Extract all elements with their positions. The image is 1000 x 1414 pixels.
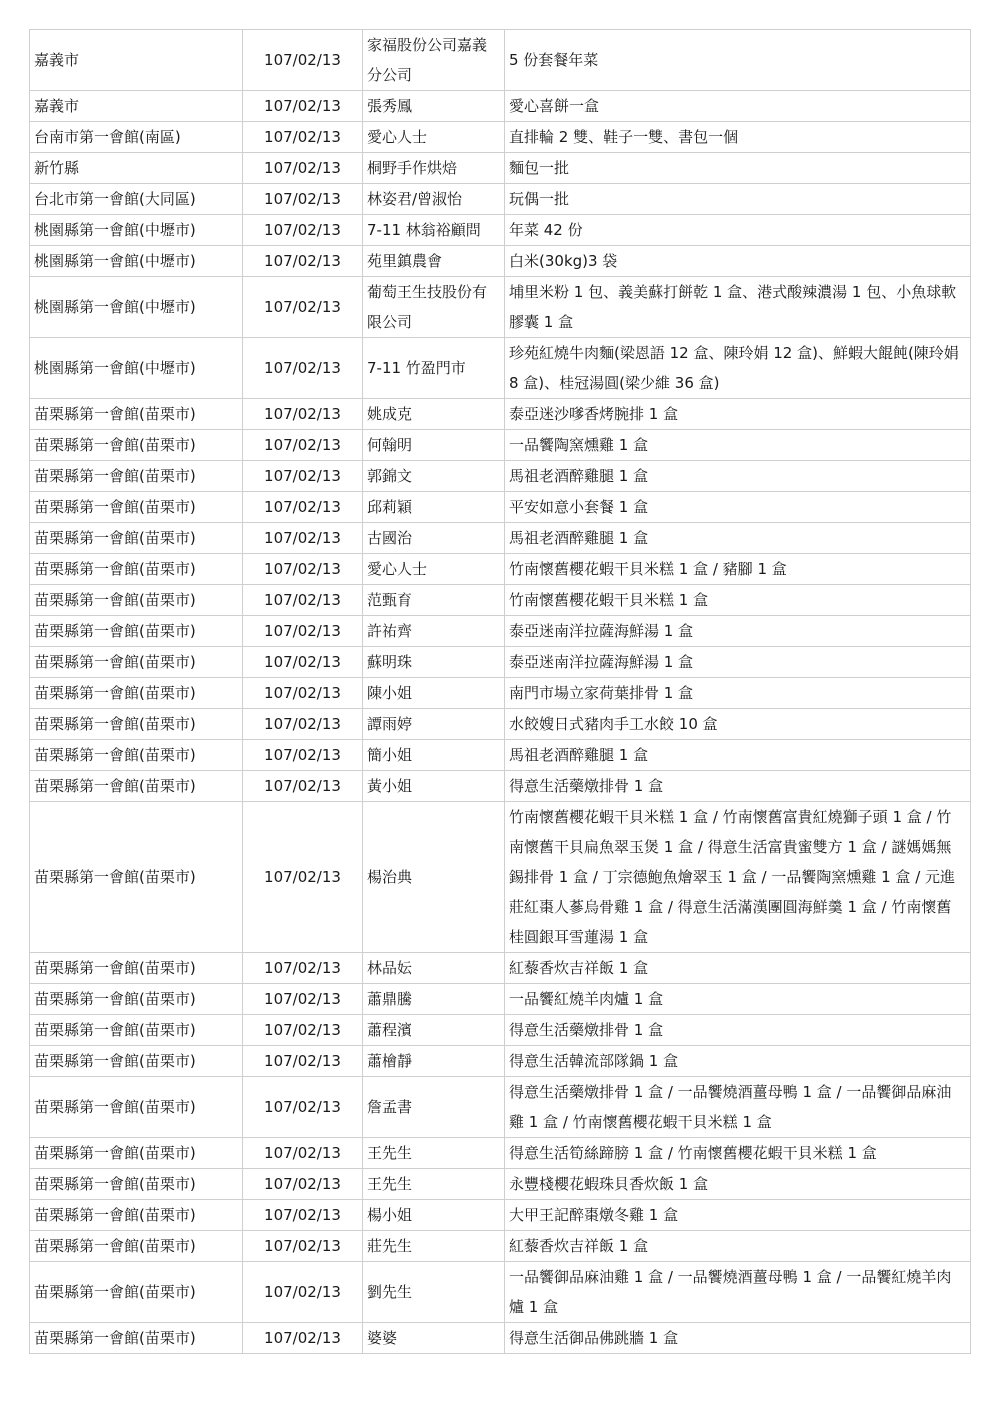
donor-cell: 家福股份公司嘉義分公司 bbox=[363, 30, 505, 91]
date-cell: 107/02/13 bbox=[243, 91, 363, 122]
location-cell: 桃園縣第一會館(中壢市) bbox=[30, 277, 243, 338]
location-cell: 新竹縣 bbox=[30, 153, 243, 184]
donation-table-body bbox=[30, 30, 971, 1354]
date-cell: 107/02/13 bbox=[243, 1015, 363, 1046]
date-cell: 107/02/13 bbox=[243, 1323, 363, 1354]
location-cell: 桃園縣第一會館(中壢市) bbox=[30, 246, 243, 277]
table-row bbox=[30, 1200, 971, 1231]
location-cell: 苗栗縣第一會館(苗栗市) bbox=[30, 430, 243, 461]
location-cell: 苗栗縣第一會館(苗栗市) bbox=[30, 953, 243, 984]
donor-cell: 郭錦文 bbox=[363, 461, 505, 492]
donor-cell: 楊小姐 bbox=[363, 1200, 505, 1231]
location-cell: 苗栗縣第一會館(苗栗市) bbox=[30, 984, 243, 1015]
date-cell: 107/02/13 bbox=[243, 1231, 363, 1262]
table-row bbox=[30, 91, 971, 122]
location-cell: 苗栗縣第一會館(苗栗市) bbox=[30, 523, 243, 554]
table-row bbox=[30, 30, 971, 91]
date-cell: 107/02/13 bbox=[243, 277, 363, 338]
items-cell: 得意生活韓流部隊鍋 1 盒 bbox=[505, 1046, 971, 1077]
date-cell: 107/02/13 bbox=[243, 616, 363, 647]
location-cell: 苗栗縣第一會館(苗栗市) bbox=[30, 1138, 243, 1169]
location-cell: 苗栗縣第一會館(苗栗市) bbox=[30, 616, 243, 647]
table-row bbox=[30, 616, 971, 647]
items-cell: 直排輪 2 雙、鞋子一雙、書包一個 bbox=[505, 122, 971, 153]
table-row bbox=[30, 647, 971, 678]
date-cell: 107/02/13 bbox=[243, 1138, 363, 1169]
table-row bbox=[30, 678, 971, 709]
items-cell: 大甲王記醉棗燉冬雞 1 盒 bbox=[505, 1200, 971, 1231]
date-cell: 107/02/13 bbox=[243, 984, 363, 1015]
donation-table bbox=[29, 29, 971, 1354]
location-cell: 苗栗縣第一會館(苗栗市) bbox=[30, 1231, 243, 1262]
donor-cell: 苑里鎮農會 bbox=[363, 246, 505, 277]
location-cell: 桃園縣第一會館(中壢市) bbox=[30, 215, 243, 246]
donor-cell: 桐野手作烘焙 bbox=[363, 153, 505, 184]
donor-cell: 葡萄王生技股份有限公司 bbox=[363, 277, 505, 338]
table-row bbox=[30, 399, 971, 430]
location-cell: 嘉義市 bbox=[30, 91, 243, 122]
date-cell: 107/02/13 bbox=[243, 1046, 363, 1077]
table-row bbox=[30, 1138, 971, 1169]
location-cell: 苗栗縣第一會館(苗栗市) bbox=[30, 585, 243, 616]
date-cell: 107/02/13 bbox=[243, 709, 363, 740]
date-cell: 107/02/13 bbox=[243, 953, 363, 984]
donor-cell: 7-11 竹盈門市 bbox=[363, 338, 505, 399]
date-cell: 107/02/13 bbox=[243, 585, 363, 616]
table-row bbox=[30, 1323, 971, 1354]
table-row bbox=[30, 492, 971, 523]
date-cell: 107/02/13 bbox=[243, 153, 363, 184]
donor-cell: 簡小姐 bbox=[363, 740, 505, 771]
items-cell: 水餃嫂日式豬肉手工水餃 10 盒 bbox=[505, 709, 971, 740]
items-cell: 泰亞迷沙嗲香烤腕排 1 盒 bbox=[505, 399, 971, 430]
location-cell: 苗栗縣第一會館(苗栗市) bbox=[30, 461, 243, 492]
date-cell: 107/02/13 bbox=[243, 461, 363, 492]
donor-cell: 婆婆 bbox=[363, 1323, 505, 1354]
items-cell: 得意生活藥燉排骨 1 盒 bbox=[505, 1015, 971, 1046]
table-row bbox=[30, 1015, 971, 1046]
items-cell: 5 份套餐年菜 bbox=[505, 30, 971, 91]
location-cell: 苗栗縣第一會館(苗栗市) bbox=[30, 647, 243, 678]
items-cell: 一品饗紅燒羊肉爐 1 盒 bbox=[505, 984, 971, 1015]
items-cell: 平安如意小套餐 1 盒 bbox=[505, 492, 971, 523]
items-cell: 紅藜香炊吉祥飯 1 盒 bbox=[505, 1231, 971, 1262]
date-cell: 107/02/13 bbox=[243, 678, 363, 709]
location-cell: 苗栗縣第一會館(苗栗市) bbox=[30, 709, 243, 740]
items-cell: 紅藜香炊吉祥飯 1 盒 bbox=[505, 953, 971, 984]
items-cell: 得意生活藥燉排骨 1 盒 bbox=[505, 771, 971, 802]
date-cell: 107/02/13 bbox=[243, 647, 363, 678]
date-cell: 107/02/13 bbox=[243, 246, 363, 277]
table-row bbox=[30, 953, 971, 984]
table-row bbox=[30, 802, 971, 953]
table-row bbox=[30, 585, 971, 616]
date-cell: 107/02/13 bbox=[243, 492, 363, 523]
table-row bbox=[30, 709, 971, 740]
donor-cell: 王先生 bbox=[363, 1138, 505, 1169]
table-row bbox=[30, 1169, 971, 1200]
table-row bbox=[30, 554, 971, 585]
date-cell: 107/02/13 bbox=[243, 215, 363, 246]
table-row bbox=[30, 1077, 971, 1138]
date-cell: 107/02/13 bbox=[243, 554, 363, 585]
items-cell: 南門市場立家荷葉排骨 1 盒 bbox=[505, 678, 971, 709]
items-cell: 年菜 42 份 bbox=[505, 215, 971, 246]
table-row bbox=[30, 523, 971, 554]
donor-cell: 蕭檜靜 bbox=[363, 1046, 505, 1077]
date-cell: 107/02/13 bbox=[243, 1077, 363, 1138]
donor-cell: 陳小姐 bbox=[363, 678, 505, 709]
donor-cell: 劉先生 bbox=[363, 1262, 505, 1323]
table-row bbox=[30, 122, 971, 153]
location-cell: 台南市第一會館(南區) bbox=[30, 122, 243, 153]
date-cell: 107/02/13 bbox=[243, 1262, 363, 1323]
location-cell: 台北市第一會館(大同區) bbox=[30, 184, 243, 215]
donor-cell: 林品妘 bbox=[363, 953, 505, 984]
location-cell: 苗栗縣第一會館(苗栗市) bbox=[30, 1046, 243, 1077]
location-cell: 苗栗縣第一會館(苗栗市) bbox=[30, 399, 243, 430]
date-cell: 107/02/13 bbox=[243, 1200, 363, 1231]
location-cell: 苗栗縣第一會館(苗栗市) bbox=[30, 1323, 243, 1354]
date-cell: 107/02/13 bbox=[243, 771, 363, 802]
location-cell: 嘉義市 bbox=[30, 30, 243, 91]
date-cell: 107/02/13 bbox=[243, 430, 363, 461]
donor-cell: 古國治 bbox=[363, 523, 505, 554]
table-row bbox=[30, 1046, 971, 1077]
items-cell: 麵包一批 bbox=[505, 153, 971, 184]
location-cell: 苗栗縣第一會館(苗栗市) bbox=[30, 802, 243, 953]
items-cell: 泰亞迷南洋拉薩海鮮湯 1 盒 bbox=[505, 616, 971, 647]
donor-cell: 蕭鼎騰 bbox=[363, 984, 505, 1015]
table-row bbox=[30, 338, 971, 399]
items-cell: 埔里米粉 1 包、義美蘇打餅乾 1 盒、港式酸辣濃湯 1 包、小魚球軟膠囊 1 盒 bbox=[505, 277, 971, 338]
donor-cell: 詹孟書 bbox=[363, 1077, 505, 1138]
items-cell: 竹南懷舊櫻花蝦干貝米糕 1 盒 / 竹南懷舊富貴紅燒獅子頭 1 盒 / 竹南懷舊干貝扁魚翠玉煲 1 盒 / 得意生活富貴蜜雙方 1 盒 / 謎媽媽無錫排骨 1 盒 / 丁宗德鮑魚燴翠玉 1 盒 / 一品饗陶窯燻雞 1 盒 / 元進莊紅棗人蔘烏骨雞 1 盒 / 得意生活滿漢團圓海鮮羹 1 盒 / 竹南懷舊桂圓銀耳雪蓮湯 1 盒 bbox=[505, 802, 971, 953]
items-cell: 珍苑紅燒牛肉麵(梁恩語 12 盒、陳玲娟 12 盒)、鮮蝦大餛飩(陳玲娟 8 盒)、桂冠湯圓(梁少維 36 盒) bbox=[505, 338, 971, 399]
donor-cell: 蕭程濱 bbox=[363, 1015, 505, 1046]
table-row bbox=[30, 277, 971, 338]
date-cell: 107/02/13 bbox=[243, 523, 363, 554]
donor-cell: 譚雨婷 bbox=[363, 709, 505, 740]
donor-cell: 蘇明珠 bbox=[363, 647, 505, 678]
location-cell: 苗栗縣第一會館(苗栗市) bbox=[30, 554, 243, 585]
items-cell: 玩偶一批 bbox=[505, 184, 971, 215]
date-cell: 107/02/13 bbox=[243, 399, 363, 430]
donor-cell: 黃小姐 bbox=[363, 771, 505, 802]
items-cell: 白米(30kg)3 袋 bbox=[505, 246, 971, 277]
location-cell: 桃園縣第一會館(中壢市) bbox=[30, 338, 243, 399]
items-cell: 馬祖老酒醉雞腿 1 盒 bbox=[505, 523, 971, 554]
items-cell: 一品饗御品麻油雞 1 盒 / 一品饗燒酒薑母鴨 1 盒 / 一品饗紅燒羊肉爐 1 盒 bbox=[505, 1262, 971, 1323]
table-row bbox=[30, 153, 971, 184]
items-cell: 竹南懷舊櫻花蝦干貝米糕 1 盒 bbox=[505, 585, 971, 616]
table-row bbox=[30, 461, 971, 492]
table-row bbox=[30, 430, 971, 461]
donor-cell: 王先生 bbox=[363, 1169, 505, 1200]
donor-cell: 愛心人士 bbox=[363, 122, 505, 153]
date-cell: 107/02/13 bbox=[243, 740, 363, 771]
donor-cell: 愛心人士 bbox=[363, 554, 505, 585]
date-cell: 107/02/13 bbox=[243, 184, 363, 215]
donor-cell: 邱莉穎 bbox=[363, 492, 505, 523]
location-cell: 苗栗縣第一會館(苗栗市) bbox=[30, 492, 243, 523]
items-cell: 得意生活藥燉排骨 1 盒 / 一品饗燒酒薑母鴨 1 盒 / 一品饗御品麻油雞 1 盒 / 竹南懷舊櫻花蝦干貝米糕 1 盒 bbox=[505, 1077, 971, 1138]
items-cell: 得意生活筍絲蹄膀 1 盒 / 竹南懷舊櫻花蝦干貝米糕 1 盒 bbox=[505, 1138, 971, 1169]
table-row bbox=[30, 740, 971, 771]
items-cell: 泰亞迷南洋拉薩海鮮湯 1 盒 bbox=[505, 647, 971, 678]
date-cell: 107/02/13 bbox=[243, 338, 363, 399]
items-cell: 竹南懷舊櫻花蝦干貝米糕 1 盒 / 豬腳 1 盒 bbox=[505, 554, 971, 585]
donor-cell: 許祐齊 bbox=[363, 616, 505, 647]
items-cell: 永豐棧櫻花蝦珠貝香炊飯 1 盒 bbox=[505, 1169, 971, 1200]
location-cell: 苗栗縣第一會館(苗栗市) bbox=[30, 1262, 243, 1323]
items-cell: 愛心喜餅一盒 bbox=[505, 91, 971, 122]
donor-cell: 何翰明 bbox=[363, 430, 505, 461]
location-cell: 苗栗縣第一會館(苗栗市) bbox=[30, 771, 243, 802]
donor-cell: 張秀鳳 bbox=[363, 91, 505, 122]
location-cell: 苗栗縣第一會館(苗栗市) bbox=[30, 1169, 243, 1200]
donor-cell: 楊治典 bbox=[363, 802, 505, 953]
location-cell: 苗栗縣第一會館(苗栗市) bbox=[30, 678, 243, 709]
date-cell: 107/02/13 bbox=[243, 802, 363, 953]
location-cell: 苗栗縣第一會館(苗栗市) bbox=[30, 1077, 243, 1138]
items-cell: 一品饗陶窯燻雞 1 盒 bbox=[505, 430, 971, 461]
donor-cell: 林姿君/曾淑怡 bbox=[363, 184, 505, 215]
date-cell: 107/02/13 bbox=[243, 1169, 363, 1200]
table-row bbox=[30, 1262, 971, 1323]
date-cell: 107/02/13 bbox=[243, 122, 363, 153]
table-row bbox=[30, 215, 971, 246]
items-cell: 馬祖老酒醉雞腿 1 盒 bbox=[505, 461, 971, 492]
table-row bbox=[30, 771, 971, 802]
donor-cell: 姚成克 bbox=[363, 399, 505, 430]
items-cell: 馬祖老酒醉雞腿 1 盒 bbox=[505, 740, 971, 771]
location-cell: 苗栗縣第一會館(苗栗市) bbox=[30, 740, 243, 771]
location-cell: 苗栗縣第一會館(苗栗市) bbox=[30, 1200, 243, 1231]
location-cell: 苗栗縣第一會館(苗栗市) bbox=[30, 1015, 243, 1046]
table-row bbox=[30, 246, 971, 277]
table-row bbox=[30, 184, 971, 215]
table-row bbox=[30, 984, 971, 1015]
items-cell: 得意生活御品佛跳牆 1 盒 bbox=[505, 1323, 971, 1354]
donor-cell: 范甄育 bbox=[363, 585, 505, 616]
donor-cell: 7-11 林翁裕顧問 bbox=[363, 215, 505, 246]
donor-cell: 莊先生 bbox=[363, 1231, 505, 1262]
date-cell: 107/02/13 bbox=[243, 30, 363, 91]
table-row bbox=[30, 1231, 971, 1262]
